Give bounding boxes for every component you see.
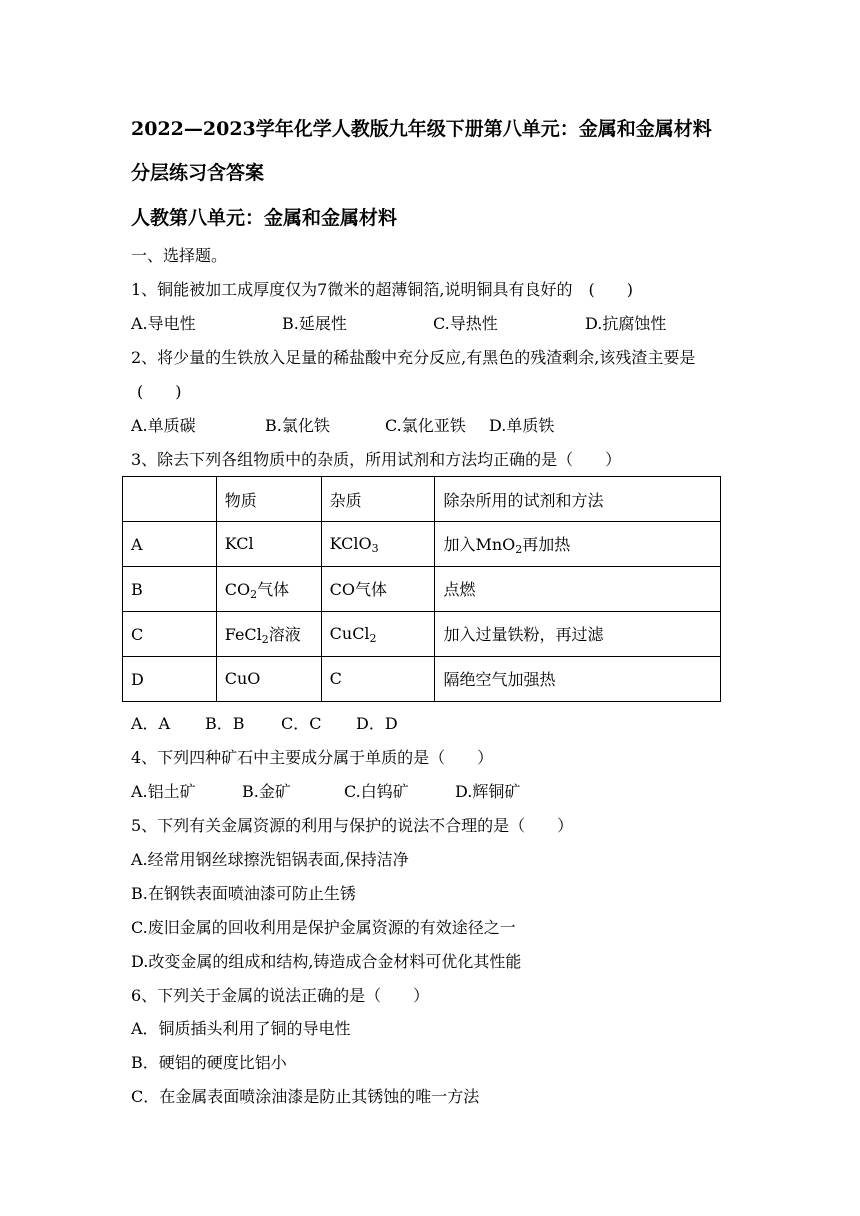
q3-header-method: 除杂所用的试剂和方法 (435, 477, 721, 522)
formula-text: CO气体 (329, 580, 388, 599)
q1-option-d: D.抗腐蚀性 (585, 314, 667, 333)
method-cell (435, 522, 721, 567)
method-text: 点燃 (443, 580, 476, 599)
method-suffix: 再加热 (522, 535, 571, 554)
q5-option-b: B.在钢铁表面喷油漆可防止生锈 (131, 884, 356, 903)
q2-stem-continued: ( ) (137, 382, 182, 401)
q6-option-a: A．铜质插头利用了铜的导电性 (131, 1019, 351, 1038)
q2-stem: 2、将少量的生铁放入足量的稀盐酸中充分反应,有黑色的残渣剩余,该残渣主要是 (131, 348, 696, 367)
section-title: 人教第八单元：金属和金属材料 (131, 207, 398, 229)
q3-table (122, 476, 721, 702)
method-cell (435, 567, 721, 612)
q2-option-a: A.单质碳 (131, 416, 196, 435)
q2-option-d: D.单质铁 (489, 416, 555, 435)
method-text: 加入过量铁粉，再过滤 (443, 625, 604, 644)
table-row (123, 657, 721, 702)
impurity-cell (321, 522, 435, 567)
q6-option-b: B．硬铝的硬度比铝小 (131, 1053, 287, 1072)
impurity-cell (321, 567, 435, 612)
formula-text: CuCl (329, 623, 370, 643)
formula-text: C (329, 668, 342, 688)
document-title-line1: 2022—2023学年化学人教版九年级下册第八单元：金属和金属材料 (131, 118, 712, 140)
formula-text: KClO (329, 533, 372, 553)
q3-option-d: D．D (356, 714, 398, 733)
formula-subscript: 2 (250, 588, 258, 601)
table-row (123, 567, 721, 612)
q4-option-c: C.白钨矿 (344, 782, 409, 801)
method-text: 加入MnO (443, 535, 516, 554)
formula-subscript: 2 (369, 631, 377, 645)
q3-stem: 3、除去下列各组物质中的杂质，所用试剂和方法均正确的是（ ） (131, 450, 622, 469)
formula-text: CuO (224, 668, 261, 688)
substance-cell (216, 522, 321, 567)
substance-cell (216, 567, 321, 612)
q2-option-c: C.氯化亚铁 (385, 416, 466, 435)
impurity-cell (321, 657, 435, 702)
method-cell (435, 657, 721, 702)
document-title-line2: 分层练习含答案 (131, 162, 265, 184)
q3-header-blank (123, 477, 217, 522)
impurity-cell (321, 612, 435, 657)
row-label: A (123, 522, 217, 567)
method-cell (435, 612, 721, 657)
q3-table-header-row (123, 477, 721, 522)
q3-header-impurity: 杂质 (321, 477, 435, 522)
q2-option-b: B.氯化铁 (265, 416, 330, 435)
q5-option-a: A.经常用钢丝球擦洗铝锅表面,保持洁净 (131, 850, 409, 869)
q3-option-b: B．B (205, 714, 245, 733)
q5-option-c: C.废旧金属的回收利用是保护金属资源的有效途径之一 (131, 918, 516, 937)
q4-option-a: A.铝土矿 (131, 782, 196, 801)
q4-stem: 4、下列四种矿石中主要成分属于单质的是（ ） (131, 748, 494, 767)
row-label: C (123, 612, 217, 657)
q1-option-b: B.延展性 (282, 314, 347, 333)
q3-option-a: A．A (131, 714, 171, 733)
table-row (123, 522, 721, 567)
q3-option-c: C．C (281, 714, 322, 733)
q5-option-d: D.改变金属的组成和结构,铸造成合金材料可优化其性能 (131, 952, 522, 971)
row-label: B (123, 567, 217, 612)
formula-subscript: 2 (515, 543, 523, 556)
substance-cell (216, 612, 321, 657)
q1-option-a: A.导电性 (131, 314, 196, 333)
part-heading: 一、选择题。 (131, 246, 228, 265)
row-label: D (123, 657, 217, 702)
q1-option-c: C.导热性 (433, 314, 498, 333)
formula-subscript: 2 (261, 633, 269, 646)
q6-option-c: C．在金属表面喷涂油漆是防止其锈蚀的唯一方法 (131, 1087, 480, 1106)
formula-suffix: 气体 (257, 580, 290, 599)
formula-text: KCl (224, 533, 254, 553)
substance-cell (216, 657, 321, 702)
formula-subscript: 3 (371, 541, 379, 555)
q5-stem: 5、下列有关金属资源的利用与保护的说法不合理的是（ ） (131, 816, 574, 835)
formula-suffix: 溶液 (268, 625, 301, 644)
q4-option-b: B.金矿 (242, 782, 291, 801)
q3-header-substance: 物质 (216, 477, 321, 522)
q4-option-d: D.辉铜矿 (455, 782, 521, 801)
q1-stem: 1、铜能被加工成厚度仅为7微米的超薄铜箔,说明铜具有良好的 ( ) (131, 280, 633, 299)
formula-text: CO (224, 580, 251, 599)
method-text: 隔绝空气加强热 (443, 670, 556, 689)
q6-stem: 6、下列关于金属的说法正确的是（ ） (131, 986, 430, 1005)
formula-text: FeCl (224, 625, 262, 644)
table-row (123, 612, 721, 657)
